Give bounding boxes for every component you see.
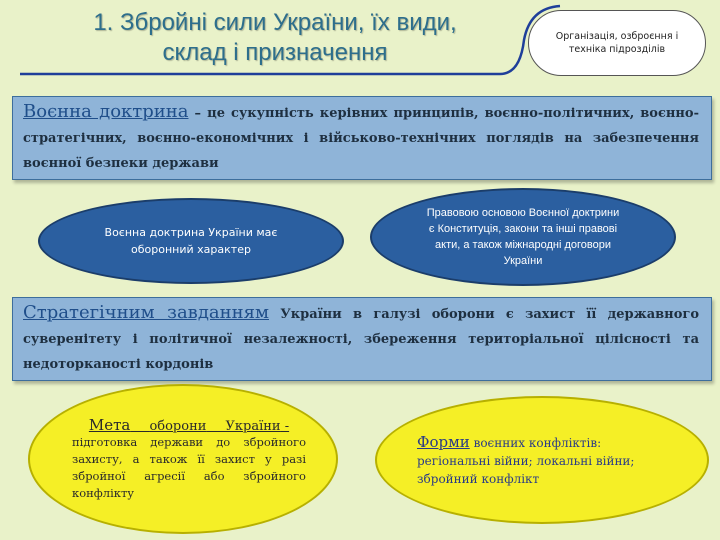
goal-word-3: України [225,419,281,434]
strategy-definition: України в галузі оборони є захист її державного суверенітету і політичної незалежності, збереження територіальної цілісності та недоторканості кордонів [23,307,699,372]
forms-text: регіональні війни; локальні війни; збройний конфлікт [417,453,635,486]
goal-dash: - [280,419,290,434]
strategy-text [13,298,711,377]
title-line-2: склад і призначення [162,39,388,66]
forms-block [417,433,667,488]
title-line-1: 1. Збройні сили України, їх види, [93,9,457,36]
legal-basis-text: Правовою основою Воєнної доктрини є Конституція, закони та інші правові акти, а також міжнародні договори України [426,207,620,267]
goal-text: підготовка держави до збройного захисту, а також її захист у разі збройної агресії або збройного конфлікту [72,435,306,500]
doctrine-text [13,97,711,176]
page-title [40,8,510,68]
topic-badge: Організація, озброєння і техніка підрозділів [528,10,706,76]
goal-word-2: оборони [149,419,207,434]
goal-word-1: Мета [88,416,131,434]
doctrine-definition: – це сукупність керівних принципів, воєнно-політичних, воєнно-стратегічних, воєнно-економічних і військово-технічних поглядів на забезпечення воєнної безпеки держави [23,106,699,171]
defensive-character-ellipse [38,198,344,284]
strategy-lead: Стратегічним завданням [23,302,269,323]
goal-heading [72,416,306,434]
defensive-character-text: Воєнна доктрина України має оборонний характер [104,226,278,256]
defense-goal-ellipse [28,384,338,534]
strategy-panel [12,297,712,381]
doctrine-panel [12,96,712,180]
legal-basis-ellipse [370,188,676,286]
forms-heading: Форми [417,432,470,451]
doctrine-lead: Воєнна доктрина [23,101,189,122]
conflict-forms-ellipse [375,396,709,524]
forms-heading-rest: воєнних конфліктів: [469,435,602,450]
